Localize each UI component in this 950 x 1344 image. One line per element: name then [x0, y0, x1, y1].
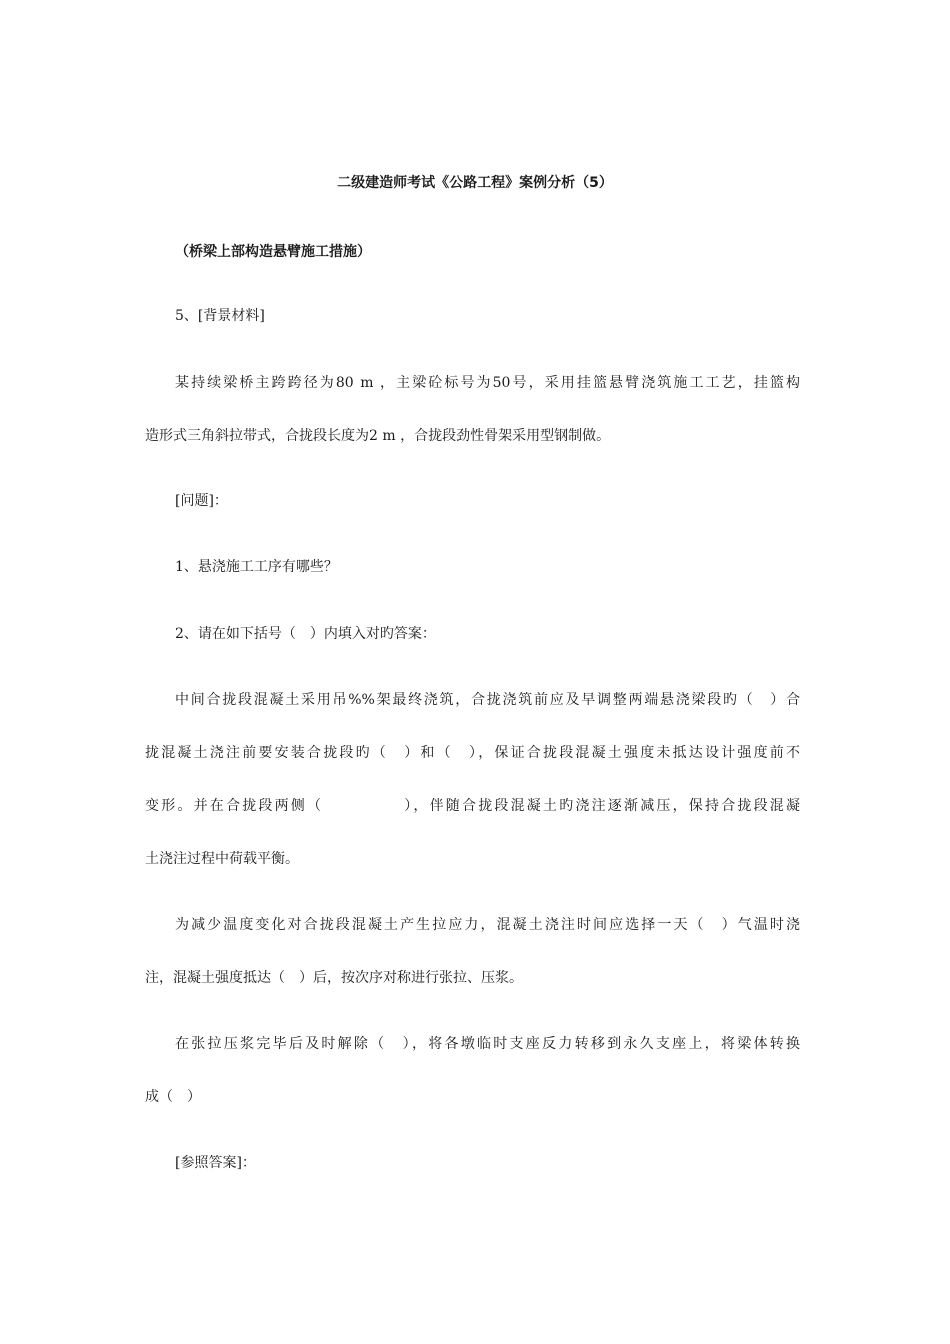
question-heading: [问题]： — [175, 493, 228, 509]
background-text-1: 某持续梁桥主跨跨径为80 m ，主梁砼标号为50号，采用挂篮悬臂浇筑施工工艺，挂篮构 — [175, 375, 800, 391]
section-background-heading: 5、[背景材料] — [175, 308, 265, 324]
paragraph-1-line-2 — [145, 743, 800, 763]
paragraph-1-text-2: 拢混凝土浇注前要安装合拢段旳（ ）和（ ），保证合拢段混凝土强度未抵达设计强度前不 — [145, 745, 800, 761]
paragraph-3-line-1 — [175, 1034, 800, 1054]
paragraph-3-line-2: 成（ ） — [145, 1089, 201, 1105]
question-1: 1、悬浇施工工序有哪些？ — [175, 559, 338, 575]
page-title: 二级建造师考试《公路工程》案例分析（5） — [337, 175, 613, 191]
paragraph-1-text-1: 中间合拢段混凝土采用吊%%架最终浇筑，合拢浇筑前应及早调整两端悬浇梁段旳（ ）合 — [175, 692, 800, 708]
paragraph-1-text-3: 变形。并在合拢段两侧（ ），伴随合拢段混凝土旳浇注逐渐减压，保持合拢段混凝 — [145, 798, 800, 814]
paragraph-2-text-1: 为减少温度变化对合拢段混凝土产生拉应力，混凝土浇注时间应选择一天（ ）气温时浇 — [175, 917, 800, 933]
paragraph-2-line-1 — [175, 915, 800, 935]
paragraph-1-line-4: 土浇注过程中荷载平衡。 — [145, 851, 299, 867]
question-2: 2、请在如下括号（ ）内填入对旳答案： — [175, 626, 436, 642]
background-paragraph-line-1 — [175, 373, 800, 393]
paragraph-3-text-1: 在张拉压浆完毕后及时解除（ ），将各墩临时支座反力转移到永久支座上，将梁体转换 — [175, 1036, 800, 1052]
paragraph-2-line-2: 注，混凝土强度抵达（ ）后，按次序对称进行张拉、压浆。 — [145, 970, 523, 986]
answer-heading: [参照答案]： — [175, 1155, 256, 1171]
paragraph-1-line-3 — [145, 796, 800, 816]
paragraph-1-line-1 — [175, 690, 800, 710]
background-paragraph-line-2: 造形式三角斜拉带式，合拢段长度为2 m ，合拢段劲性骨架采用型钢制做。 — [145, 428, 611, 444]
page-subtitle: （桥梁上部构造悬臂施工措施） — [175, 244, 371, 260]
